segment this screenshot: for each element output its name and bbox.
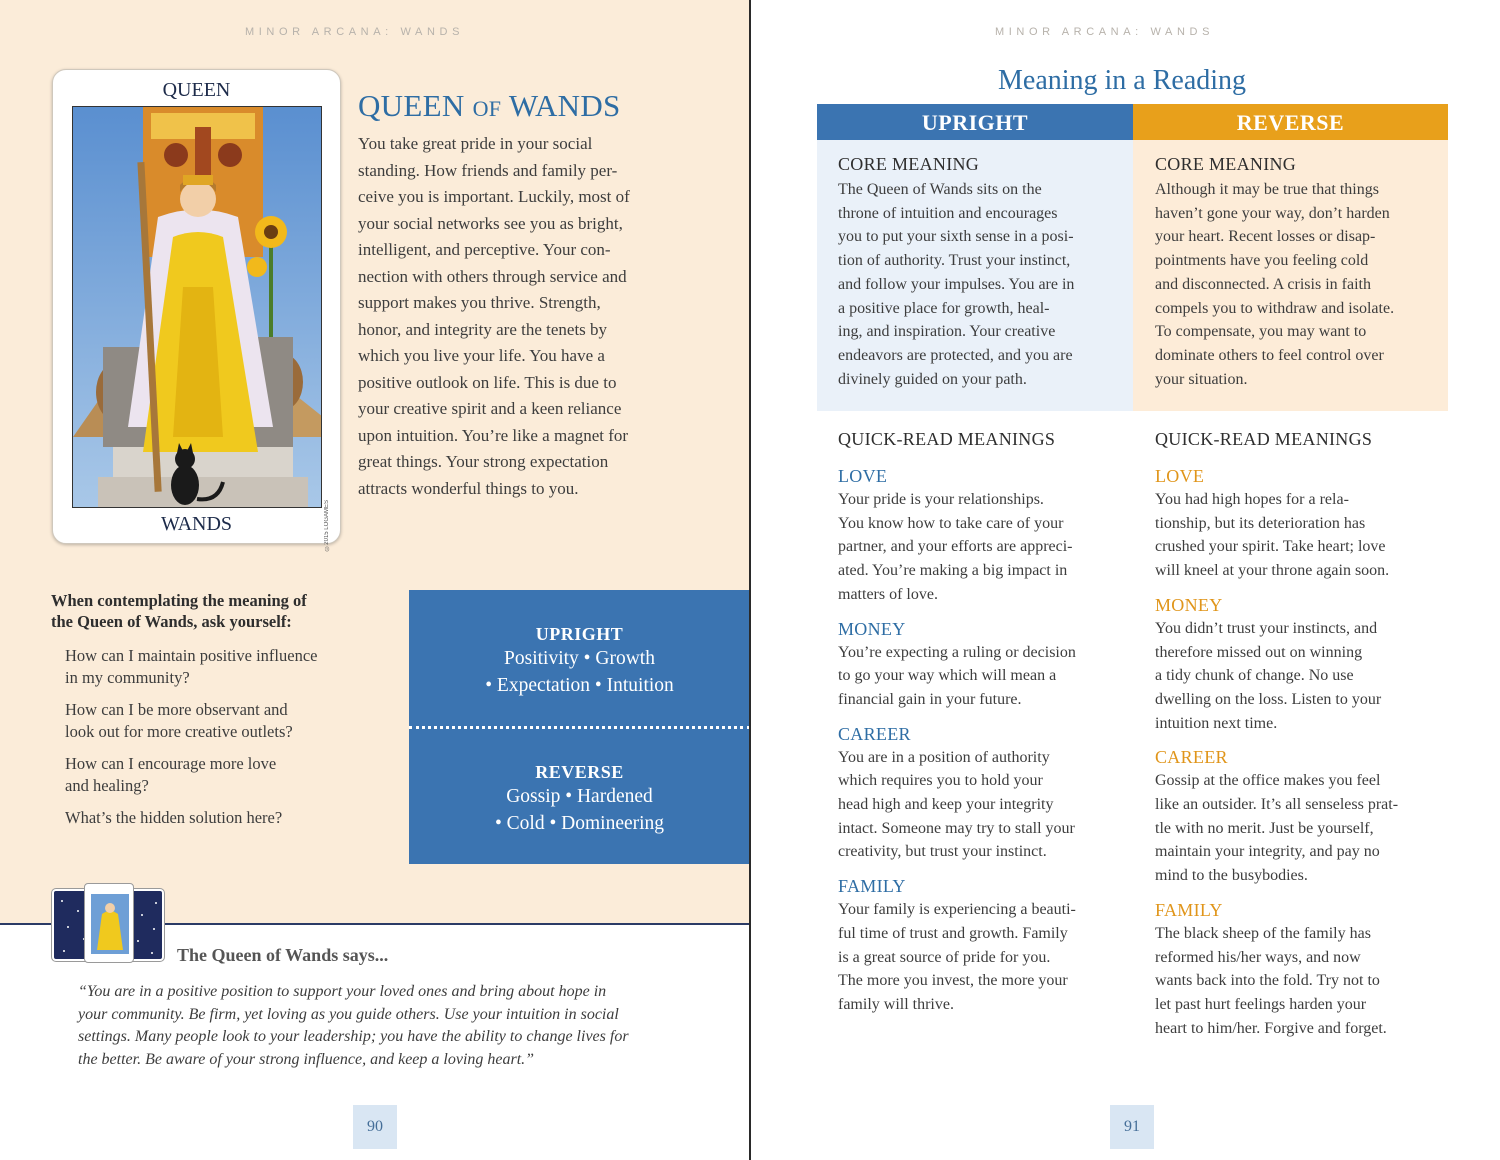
text-line: let past hurt feelings harden your [1155, 995, 1367, 1013]
text-line: tion of authority. Trust your instinct, [838, 252, 1071, 270]
text-line: your situation. [1155, 370, 1248, 388]
intro-line: ceive you is important. Luckily, most of [358, 187, 630, 206]
reverse-header: REVERSE [1133, 104, 1448, 140]
dotted-divider [409, 726, 750, 729]
keyword-line: • Cold • Domineering [494, 813, 665, 834]
text-line: like an outsider. It’s all senseless prat- [1155, 796, 1399, 814]
text-line: to go your way which will mean a [838, 667, 1057, 685]
section-text [1155, 922, 1398, 1041]
reflection-questions [65, 645, 385, 839]
reflection-heading [51, 590, 371, 632]
queen-card-thumbnail-icon [85, 884, 135, 964]
text-line: You are in a position of authority [838, 748, 1050, 766]
text-line: intuition next time. [1155, 714, 1278, 732]
text-line: The Queen of Wands sits on the [838, 181, 1042, 198]
text-line: tle with no merit. Just be yourself, [1155, 819, 1374, 837]
intro-line: which you live your life. You have a [358, 346, 605, 365]
question-item [65, 807, 385, 829]
tarot-card-image [52, 69, 341, 551]
intro-line: positive outlook on life. This is due to [358, 372, 617, 392]
intro-paragraph [358, 131, 668, 502]
text-line: dominate others to feel control over [1155, 346, 1384, 364]
text-line: The black sheep of the family has [1155, 924, 1371, 942]
section-text [838, 746, 1076, 865]
text-line: head high and keep your integrity [838, 796, 1054, 814]
intro-line: You take great pride in your social [358, 134, 593, 153]
intro-line: honor, and integrity are the tenets by [358, 319, 608, 339]
core-meaning-text [838, 178, 1074, 391]
quote-line: your community. Be firm, yet loving as you guide others. Use your intuition in social [78, 1005, 619, 1023]
question-line: in my community? [65, 668, 190, 687]
text-line: intact. Someone may try to stall your [838, 819, 1075, 837]
text-line: partner, and your efforts are appreci- [838, 538, 1073, 556]
question-line: How can I encourage more love [65, 754, 277, 773]
says-title: The Queen of Wands says... [177, 945, 389, 965]
text-line: maintain your integrity, and pay no [1155, 843, 1380, 861]
says-quote [78, 981, 678, 1071]
quick-read-label: QUICK-READ MEANINGS [838, 429, 1056, 449]
quick-read-sections [1155, 464, 1398, 1050]
text-line: The more you invest, the more your [838, 972, 1068, 990]
text-line: You had high hopes for a rela- [1155, 491, 1349, 508]
reverse-keywords-title: REVERSE [535, 762, 624, 782]
question-line: What’s the hidden solution here? [65, 808, 283, 827]
text-line: your heart. Recent losses or disap- [1155, 228, 1376, 246]
text-line: throne of intuition and encourages [838, 204, 1058, 222]
keyword-line: • Expectation • Intuition [485, 675, 674, 696]
question-line: How can I maintain positive influence [65, 646, 318, 665]
running-head: MINOR ARCANA: WANDS [995, 26, 1215, 38]
text-line: You know how to take care of your [838, 514, 1064, 532]
page-number: 91 [1110, 1105, 1154, 1149]
question-item [65, 645, 385, 689]
question-line: How can I be more observant and [65, 700, 288, 719]
question-line: look out for more creative outlets? [65, 722, 293, 741]
section-text [838, 488, 1076, 607]
section-label: FAMILY [838, 876, 906, 897]
text-line: haven’t gone your way, don’t harden [1155, 204, 1390, 222]
core-meaning-text [1155, 178, 1394, 391]
text-line: you to put your sixth sense in a posi- [838, 228, 1074, 246]
text-line: a tidy chunk of change. No use [1155, 667, 1354, 685]
text-line: tionship, but its deterioration has [1155, 514, 1366, 532]
text-line: reformed his/her ways, and now [1155, 948, 1361, 966]
text-line: is a great source of pride for you. [838, 948, 1051, 966]
text-line: which requires you to hold your [838, 772, 1043, 790]
question-item [65, 699, 385, 743]
question-line: and healing? [65, 776, 149, 795]
reading-title: Meaning in a Reading [998, 65, 1247, 96]
section-money [838, 617, 1076, 712]
section-career [1155, 745, 1398, 888]
text-line: creativity, but trust your instinct. [838, 843, 1047, 861]
section-label: FAMILY [1155, 899, 1223, 920]
text-line: To compensate, you may want to [1155, 323, 1367, 341]
keywords-box [409, 590, 750, 864]
text-line: You’re expecting a ruling or decision [838, 643, 1076, 661]
intro-line: your creative spirit and a keen reliance [358, 399, 622, 418]
intro-line: great things. Your strong expectation [358, 452, 609, 471]
quick-read-sections [838, 464, 1076, 1027]
section-family [838, 874, 1076, 1017]
intro-line: intelligent, and perceptive. Your con- [358, 240, 611, 259]
text-line: and follow your impulses. You are in [838, 275, 1075, 293]
section-label: LOVE [838, 466, 888, 486]
section-text [1155, 617, 1398, 736]
section-label: MONEY [1155, 594, 1223, 615]
intro-line: attracts wonderful things to you. [358, 478, 579, 498]
running-head: MINOR ARCANA: WANDS [245, 26, 465, 38]
text-line: crushed your spirit. Take heart; love [1155, 538, 1386, 556]
text-line: endeavors are protected, and you are [838, 346, 1073, 364]
card-artwork-svg [73, 107, 322, 508]
text-line: compels you to withdraw and isolate. [1155, 299, 1395, 317]
section-love [1155, 464, 1398, 583]
quote-line: the better. Be aware of your strong influence, and keep a loving heart.” [78, 1050, 535, 1068]
quote-line: settings. Many people look to your leadership; you have the ability to change lives for [78, 1028, 629, 1045]
text-line: wants back into the fold. Try not to [1155, 972, 1380, 990]
section-money [1155, 593, 1398, 736]
intro-line: upon intuition. You’re like a magnet for [358, 425, 629, 445]
keyword-line: Gossip • Hardened [506, 786, 653, 807]
text-line: matters of love. [838, 585, 938, 603]
keyword-line: Positivity • Growth [504, 648, 655, 669]
title-main: QUEEN [358, 88, 465, 123]
text-line: mind to the busybodies. [1155, 867, 1308, 885]
section-love [838, 464, 1076, 607]
section-family [1155, 898, 1398, 1041]
core-meaning-label: CORE MEANING [1155, 154, 1297, 174]
text-line: ated. You’re making a big impact in [838, 562, 1068, 580]
title-suit: WANDS [508, 88, 621, 123]
text-line: Gossip at the office makes you feel [1155, 772, 1381, 790]
right-page [751, 0, 1500, 1160]
title-of: OF [472, 96, 502, 121]
text-line: will kneel at your throne again soon. [1155, 562, 1390, 580]
text-line: dwelling on the loss. Listen to your [1155, 690, 1382, 708]
text-line: therefore missed out on winning [1155, 643, 1363, 661]
text-line: ful time of trust and growth. Family [838, 924, 1068, 942]
upright-keywords-title: UPRIGHT [535, 624, 624, 644]
queen-of-wands-illustration [72, 106, 322, 508]
intro-line: standing. How friends and family per- [358, 160, 618, 180]
card-bottom-label: WANDS [160, 513, 233, 535]
page-title [358, 88, 621, 124]
card-spread-icon [50, 883, 168, 971]
text-line: family will thrive. [838, 995, 954, 1013]
quick-read-label: QUICK-READ MEANINGS [1155, 429, 1373, 449]
reflection-heading-line: When contemplating the meaning of [51, 591, 307, 610]
section-text [1155, 769, 1398, 888]
section-label: CAREER [838, 723, 911, 744]
card-top-label: QUEEN [162, 79, 231, 101]
section-label: MONEY [838, 618, 906, 639]
text-line: You didn’t trust your instincts, and [1155, 619, 1378, 637]
text-line: a positive place for growth, heal- [838, 299, 1050, 317]
text-line: financial gain in your future. [838, 690, 1022, 708]
upright-keywords [409, 623, 750, 699]
intro-line: nection with others through service and [358, 266, 627, 286]
section-text [838, 641, 1076, 712]
core-meaning-label: CORE MEANING [838, 154, 980, 174]
text-line: divinely guided on your path. [838, 370, 1027, 388]
reverse-keywords [409, 761, 750, 837]
intro-line: your social networks see you as bright, [358, 213, 623, 233]
text-line: and disconnected. A crisis in faith [1155, 275, 1371, 293]
section-career [838, 722, 1076, 865]
upright-header: UPRIGHT [817, 104, 1133, 140]
reflection-heading-line: the Queen of Wands, ask yourself: [51, 612, 292, 631]
section-text [1155, 488, 1398, 583]
section-label: LOVE [1155, 466, 1205, 486]
section-text [838, 898, 1076, 1017]
text-line: Your pride is your relationships. [838, 491, 1044, 508]
section-label: CAREER [1155, 747, 1228, 768]
text-line: heart to him/her. Forgive and forget. [1155, 1019, 1387, 1037]
card-front-icon [84, 883, 134, 963]
card-copyright: ©2015 LOGAMES [324, 500, 330, 551]
question-item [65, 753, 385, 797]
text-line: pointments have you feeling cold [1155, 252, 1369, 270]
quote-line: “You are in a positive position to support your loved ones and bring about hope in [78, 983, 607, 1000]
text-line: ing, and inspiration. Your creative [838, 323, 1056, 341]
page-number: 90 [353, 1105, 397, 1149]
intro-line: support makes you thrive. Strength, [358, 293, 601, 312]
text-line: Although it may be true that things [1155, 181, 1379, 198]
text-line: Your family is experiencing a beauti- [838, 901, 1076, 919]
